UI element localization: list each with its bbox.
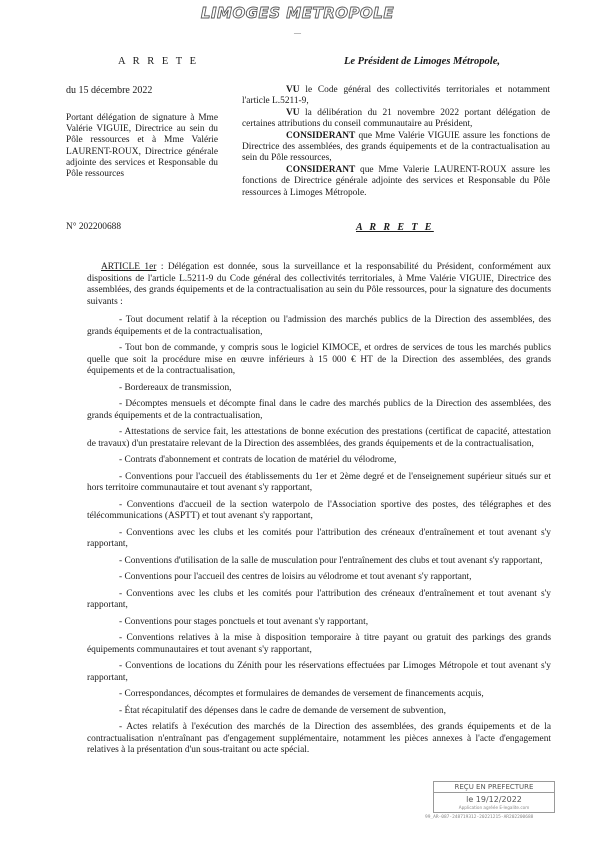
list-item: - Conventions pour l'accueil des centres de loisirs au vélodrome et tout avenant s'y rapportant, xyxy=(119,572,472,582)
decree-date: du 15 décembre 2022 xyxy=(66,85,153,96)
decree-body xyxy=(87,262,551,762)
considerant-text: le Code général des collectivités territoriales et notamment l'article L.5211-9, xyxy=(242,85,550,107)
decree-number: N° 202200688 xyxy=(66,222,122,232)
considerant-lead: VU xyxy=(286,107,300,118)
considerant-lead: VU xyxy=(286,85,300,95)
stamp-date: le 19/12/2022 xyxy=(466,795,522,804)
stamp-title: REÇU EN PREFECTURE xyxy=(434,782,554,793)
list-item: - Conventions avec les clubs et les comités pour l'attribution des créneaux d'entraînement et tout avenant s'y rapportant, xyxy=(87,588,551,610)
considerant-text: la délibération du 21 novembre 2022 portant délégation de certaines attributions du conseil communautaire au Président, xyxy=(242,107,550,130)
considerant-2 xyxy=(242,108,550,131)
prefecture-stamp xyxy=(433,781,555,813)
stamp-identifier: 99_AR-087-248719312-20221215-AR202200688 xyxy=(425,815,534,820)
considerant-3 xyxy=(242,131,550,165)
list-item: - Bordereaux de transmission, xyxy=(119,382,232,393)
limoges-metropole-logo: LIMOGES METROPOLE xyxy=(200,4,395,22)
considerant-1 xyxy=(242,85,550,108)
considerant-4 xyxy=(242,165,550,199)
list-item: - Conventions de locations du Zénith pour les réservations effectuées par Limoges Métropole et tout avenant s'y rapportant, xyxy=(87,661,551,683)
article-label: ARTICLE 1er xyxy=(101,262,157,272)
article-text: : Délégation est donnée, sous la surveillance et la responsabilité du Président, conformément aux dispositions de l'article L.5211-9 du Code général des collectivités territoriales, à Mme Valérie VIGUIE, Directrice des assemblées, des grands équipements et de la contractualisation au sein du Pôle ressources, pour la signature des documents suivants : xyxy=(87,262,551,307)
considerant-lead: CONSIDERANT xyxy=(286,164,356,175)
list-item: - Conventions d'utilisation de la salle de musculation pour l'entraînement des clubs et tout avenant s'y rapportant, xyxy=(119,555,543,566)
decision-heading: A R R E T E xyxy=(356,222,434,233)
considerants xyxy=(242,85,550,199)
stamp-sub: Application agréée E-legalite.com xyxy=(458,805,530,810)
arrete-heading: A R R E T E xyxy=(118,56,199,67)
considerant-text: que Mme Valerie LAURENT-ROUX assure les fonctions de Directrice générale adjointe des services et Responsable du Pôle ressources à Limoges Métropole. xyxy=(242,164,550,198)
list-item: - État récapitulatif des dépenses dans le cadre de demande de versement de subvention, xyxy=(119,705,446,716)
list-item: - Contrats d'abonnement et contrats de location de matériel du vélodrome, xyxy=(119,455,397,465)
president-heading: Le Président de Limoges Métropole, xyxy=(343,56,500,67)
decree-summary: Portant délégation de signature à Mme Valérie VIGUIE, Directrice au sein du Pôle ressources et à Mme Valérie LAURENT-ROUX, Directrice générale adjointe des services et Responsable du Pôle ressources xyxy=(66,113,218,180)
list-item: - Correspondances, décomptes et formulaires de demandes de versement de financements acquis, xyxy=(119,689,484,699)
considerant-lead: CONSIDERANT xyxy=(286,130,356,141)
list-item: - Tout document relatif à la réception ou l'admission des marchés publics de la Direction des assemblées, des grands équipements et de la contractualisation, xyxy=(87,315,551,337)
list-item: - Attestations de service fait, les attestations de bonne exécution des prestations (certificat de capacité, attestation de travaux) d'un prestataire relevant de la Direction des assemblées, des grands équipements et de la contractualisation, xyxy=(87,427,551,449)
article-1 xyxy=(87,262,551,308)
list-item: - Conventions pour l'accueil des établissements du 1er et 2ème degré et de l'enseignement supérieur situés sur et hors territoire communautaire et tout avenant s'y rapportant, xyxy=(87,471,551,493)
considerant-text: que Mme Valérie VIGUIE assure les fonctions de Directrice des assemblées, des grands équipements et de la contractualisation au sein du Pôle ressources, xyxy=(242,130,550,164)
list-item: - Conventions d'accueil de la section waterpolo de l'Association sportive des postes, des télégraphes et des télécommunications (ASPTT) et tout avenant s'y rapportant, xyxy=(87,499,551,521)
logo-dash: — xyxy=(294,29,301,37)
list-item: - Conventions avec les clubs et les comités pour l'attribution des créneaux d'entraînement et tout avenant s'y rapportant, xyxy=(87,527,551,549)
list-item: - Tout bon de commande, y compris sous le logiciel KIMOCE, et ordres de services de tous les marchés publics quelle que soit la procédure mise en œuvre inférieurs à 15 000 € HT de la Direction des assemblées, des grands équipements et de la contractualisation, xyxy=(87,343,551,376)
list-item: - Conventions pour stages ponctuels et tout avenant s'y rapportant, xyxy=(119,616,369,627)
list-item: - Décomptes mensuels et décompte final dans le cadre des marchés publics de la Direction des assemblées, des grands équipements et de la contractualisation, xyxy=(87,399,551,421)
list-item: - Conventions relatives à la mise à disposition temporaire à titre payant ou gratuit des parkings des grands équipements communautaires et tout avenant s'y rapportant, xyxy=(87,633,551,655)
list-item: - Actes relatifs à l'exécution des marchés de la Direction des assemblées, des grands équipements et de la contractualisation n'entraînant pas d'engagement supplémentaire, notamment les pièces annexes à l'acte d'engagement relatives à la présentation d'un sous-traitant ou acte spécial. xyxy=(87,722,551,755)
